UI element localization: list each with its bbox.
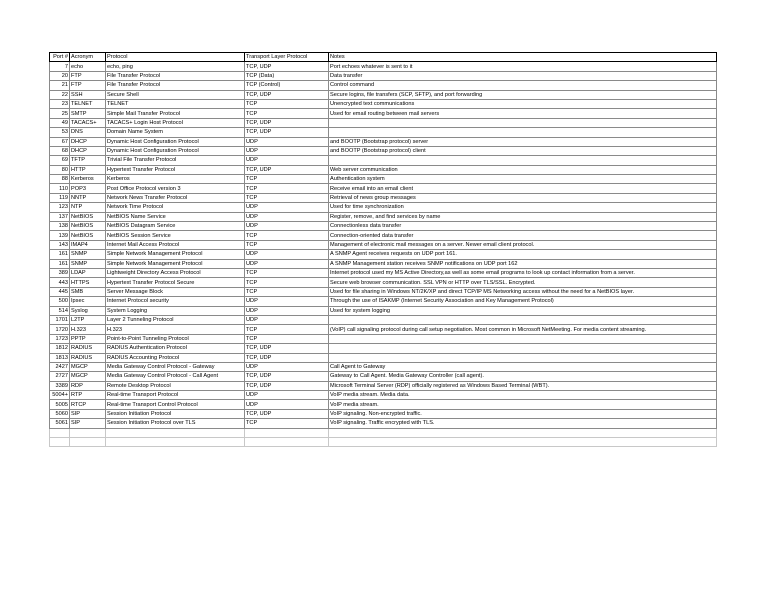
port-cell: 139 (50, 231, 70, 240)
protocol-cell: Hypertext Transfer Protocol Secure (106, 278, 245, 287)
acronym-cell: HTTP (70, 165, 106, 174)
acronym-cell: RADIUS (70, 353, 106, 362)
protocol-cell: Session Initiation Protocol (106, 409, 245, 418)
protocol-cell: Remote Desktop Protocol (106, 381, 245, 390)
protocol-cell: Kerberos (106, 175, 245, 184)
notes-cell: Call Agent to Gateway (329, 362, 717, 371)
table-row (50, 287, 717, 296)
acronym-cell: NetBIOS (70, 222, 106, 231)
protocol-cell: Internet Protocol security (106, 297, 245, 306)
protocol-cell: Secure Shell (106, 90, 245, 99)
transport-cell: TCP (245, 419, 329, 428)
port-cell: 5004+ (50, 391, 70, 400)
table-row (50, 344, 717, 353)
port-cell: 514 (50, 306, 70, 315)
port-cell: 23 (50, 99, 70, 108)
empty-cell (50, 428, 70, 437)
notes-cell: VoIP media stream. Media data. (329, 391, 717, 400)
protocol-cell: File Transfer Protocol (106, 81, 245, 90)
empty-cell (329, 438, 717, 447)
transport-cell: TCP (Data) (245, 71, 329, 80)
port-cell: 161 (50, 250, 70, 259)
protocol-cell: Simple Network Management Protocol (106, 259, 245, 268)
table-row (50, 240, 717, 249)
table-row (50, 165, 717, 174)
table-row (50, 306, 717, 315)
notes-cell: Data transfer (329, 71, 717, 80)
port-cell: 49 (50, 118, 70, 127)
acronym-cell: FTP (70, 81, 106, 90)
table-body (50, 62, 717, 447)
protocol-cell: Real-time Transport Protocol (106, 391, 245, 400)
acronym-cell: LDAP (70, 268, 106, 277)
empty-cell (329, 428, 717, 437)
acronym-cell: echo (70, 62, 106, 71)
port-cell: 80 (50, 165, 70, 174)
transport-cell: TCP (245, 325, 329, 334)
protocol-cell: Trivial File Transfer Protocol (106, 156, 245, 165)
acronym-cell: NTP (70, 203, 106, 212)
port-cell: 20 (50, 71, 70, 80)
notes-cell: VoIP signaling. Traffic encrypted with TLS. (329, 419, 717, 428)
table-row (50, 297, 717, 306)
transport-cell: UDP (245, 297, 329, 306)
protocol-cell: Internet Mail Access Protocol (106, 240, 245, 249)
acronym-cell: SMTP (70, 109, 106, 118)
protocol-cell: Media Gateway Control Protocol - Gateway (106, 362, 245, 371)
empty-cell (106, 438, 245, 447)
protocol-cell: H.323 (106, 325, 245, 334)
port-cell: 2427 (50, 362, 70, 371)
notes-cell: Microsoft Terminal Server (RDP) officially registered as Windows Based Terminal (WBT). (329, 381, 717, 390)
notes-cell: Used for email routing between mail servers (329, 109, 717, 118)
port-cell: 53 (50, 128, 70, 137)
protocol-cell: Lightweight Directory Access Protocol (106, 268, 245, 277)
transport-cell: TCP, UDP (245, 344, 329, 353)
transport-cell: UDP (245, 315, 329, 324)
acronym-cell: SIP (70, 409, 106, 418)
port-cell: 67 (50, 137, 70, 146)
acronym-cell: MGCP (70, 362, 106, 371)
table-row (50, 203, 717, 212)
table-row (50, 362, 717, 371)
protocol-cell: Point-to-Point Tunneling Protocol (106, 334, 245, 343)
empty-cell (50, 438, 70, 447)
transport-cell: TCP (245, 268, 329, 277)
protocol-cell: Network News Transfer Protocol (106, 193, 245, 202)
protocol-cell: RADIUS Accounting Protocol (106, 353, 245, 362)
table-row (50, 334, 717, 343)
notes-cell: and BOOTP (Bootstrap protocol) server (329, 137, 717, 146)
port-cell: 1701 (50, 315, 70, 324)
header-row (50, 53, 717, 62)
notes-cell: Connectionless data transfer (329, 222, 717, 231)
port-cell: 68 (50, 146, 70, 155)
table-row (50, 146, 717, 155)
transport-cell: TCP (245, 240, 329, 249)
notes-cell: Receive email into an email client (329, 184, 717, 193)
table-row (50, 128, 717, 137)
acronym-cell: NNTP (70, 193, 106, 202)
transport-cell: TCP, UDP (245, 353, 329, 362)
transport-header: Transport Layer Protocol (245, 53, 329, 62)
protocol-cell: Real-time Transport Control Protocol (106, 400, 245, 409)
port-cell: 443 (50, 278, 70, 287)
table-row (50, 222, 717, 231)
transport-cell: TCP, UDP (245, 372, 329, 381)
notes-cell: Secure web browser communication. SSL VPN or HTTP over TLS/SSL. Encrypted. (329, 278, 717, 287)
acronym-cell: NetBIOS (70, 231, 106, 240)
protocol-cell: System Logging (106, 306, 245, 315)
acronym-header: Acronym (70, 53, 106, 62)
table-row (50, 315, 717, 324)
port-cell: 5060 (50, 409, 70, 418)
port-cell: 500 (50, 297, 70, 306)
acronym-cell: RTP (70, 391, 106, 400)
empty-row (50, 438, 717, 447)
transport-cell: UDP (245, 250, 329, 259)
port-cell: 161 (50, 259, 70, 268)
protocol-cell: NetBIOS Session Service (106, 231, 245, 240)
port-cell: 123 (50, 203, 70, 212)
notes-cell: Retrieval of news group messages (329, 193, 717, 202)
notes-cell: Unencrypted text communications (329, 99, 717, 108)
transport-cell: TCP, UDP (245, 409, 329, 418)
transport-cell: TCP (245, 193, 329, 202)
transport-cell: UDP (245, 222, 329, 231)
notes-cell: (VoIP) call signaling protocol during call setup negotiation. Most common in Microsoft NetMeeting. For media content streaming. (329, 325, 717, 334)
table-row (50, 137, 717, 146)
acronym-cell: HTTPS (70, 278, 106, 287)
transport-cell: TCP (245, 278, 329, 287)
table-row (50, 90, 717, 99)
table-row (50, 62, 717, 71)
protocol-cell: Hypertext Transfer Protocol (106, 165, 245, 174)
acronym-cell: RDP (70, 381, 106, 390)
transport-cell: TCP, UDP (245, 128, 329, 137)
acronym-cell: SIP (70, 419, 106, 428)
notes-cell: Management of electronic mail messages on a server. Newer email client protocol. (329, 240, 717, 249)
transport-cell: UDP (245, 362, 329, 371)
acronym-cell: TACACS+ (70, 118, 106, 127)
acronym-cell: RTCP (70, 400, 106, 409)
protocol-cell: Dynamic Host Configuration Protocol (106, 137, 245, 146)
acronym-cell: H.323 (70, 325, 106, 334)
notes-cell: Control command (329, 81, 717, 90)
empty-cell (70, 438, 106, 447)
protocol-cell: Layer 2 Tunneling Protocol (106, 315, 245, 324)
notes-cell: Used for system logging (329, 306, 717, 315)
acronym-cell: Kerberos (70, 175, 106, 184)
notes-cell: VoIP media stream. (329, 400, 717, 409)
notes-cell (329, 334, 717, 343)
table-row (50, 231, 717, 240)
notes-cell: Authentication system (329, 175, 717, 184)
notes-cell: Secure logins, file transfers (SCP, SFTP), and port forwarding (329, 90, 717, 99)
transport-cell: TCP (245, 334, 329, 343)
transport-cell: TCP (245, 109, 329, 118)
notes-cell (329, 118, 717, 127)
port-header: Port # (50, 53, 70, 62)
table-row (50, 268, 717, 277)
notes-cell (329, 156, 717, 165)
notes-cell: Port echoes whatever is sent to it (329, 62, 717, 71)
transport-cell: TCP (245, 287, 329, 296)
protocol-cell: Post Office Protocol version 3 (106, 184, 245, 193)
port-cell: 2727 (50, 372, 70, 381)
acronym-cell: PPTP (70, 334, 106, 343)
table-row (50, 71, 717, 80)
notes-cell: Through the use of ISAKMP (Internet Security Association and Key Management Protocol) (329, 297, 717, 306)
table-row (50, 175, 717, 184)
notes-cell: Gateway to Call Agent. Media Gateway Controller (call agent). (329, 372, 717, 381)
transport-cell: TCP (245, 99, 329, 108)
notes-cell (329, 353, 717, 362)
acronym-cell: L2TP (70, 315, 106, 324)
table-row (50, 99, 717, 108)
transport-cell: TCP, UDP (245, 165, 329, 174)
notes-cell (329, 344, 717, 353)
acronym-cell: DHCP (70, 146, 106, 155)
port-cell: 1813 (50, 353, 70, 362)
protocol-cell: echo, ping (106, 62, 245, 71)
protocol-cell: NetBIOS Name Service (106, 212, 245, 221)
transport-cell: UDP (245, 137, 329, 146)
table-row (50, 381, 717, 390)
notes-cell: Register, remove, and find services by name (329, 212, 717, 221)
protocol-cell: Media Gateway Control Protocol - Call Agent (106, 372, 245, 381)
protocol-cell: TELNET (106, 99, 245, 108)
acronym-cell: SSH (70, 90, 106, 99)
notes-cell: Internet protocol used my MS Active Directory,as well as some email programs to look up contact information from a server. (329, 268, 717, 277)
protocol-cell: NetBIOS Datagram Service (106, 222, 245, 231)
acronym-cell: SMB (70, 287, 106, 296)
acronym-cell: SNMP (70, 259, 106, 268)
empty-row (50, 428, 717, 437)
port-cell: 21 (50, 81, 70, 90)
empty-cell (245, 428, 329, 437)
table-row (50, 212, 717, 221)
table-row (50, 118, 717, 127)
transport-cell: UDP (245, 400, 329, 409)
acronym-cell: Syslog (70, 306, 106, 315)
protocol-cell: Simple Network Management Protocol (106, 250, 245, 259)
notes-cell: Web server communication (329, 165, 717, 174)
transport-cell: UDP (245, 146, 329, 155)
acronym-cell: DHCP (70, 137, 106, 146)
port-cell: 69 (50, 156, 70, 165)
acronym-cell: TFTP (70, 156, 106, 165)
notes-cell (329, 128, 717, 137)
empty-cell (106, 428, 245, 437)
acronym-cell: TELNET (70, 99, 106, 108)
notes-cell (329, 315, 717, 324)
port-cell: 119 (50, 193, 70, 202)
protocol-cell: RADIUS Authentication Protocol (106, 344, 245, 353)
empty-cell (70, 428, 106, 437)
acronym-cell: FTP (70, 71, 106, 80)
notes-cell: Used for time synchronization (329, 203, 717, 212)
transport-cell: TCP (245, 175, 329, 184)
protocol-cell: Network Time Protocol (106, 203, 245, 212)
port-cell: 1720 (50, 325, 70, 334)
port-cell: 137 (50, 212, 70, 221)
table-row (50, 353, 717, 362)
notes-cell: and BOOTP (Bootstrap protocol) client (329, 146, 717, 155)
port-cell: 5061 (50, 419, 70, 428)
transport-cell: UDP (245, 203, 329, 212)
notes-header: Notes (329, 53, 717, 62)
port-cell: 22 (50, 90, 70, 99)
acronym-cell: IMAP4 (70, 240, 106, 249)
acronym-cell: RADIUS (70, 344, 106, 353)
acronym-cell: POP3 (70, 184, 106, 193)
port-cell: 445 (50, 287, 70, 296)
table-row (50, 193, 717, 202)
port-cell: 110 (50, 184, 70, 193)
port-cell: 88 (50, 175, 70, 184)
transport-cell: TCP (Control) (245, 81, 329, 90)
transport-cell: TCP (245, 184, 329, 193)
transport-cell: TCP, UDP (245, 118, 329, 127)
table-row (50, 109, 717, 118)
acronym-cell: DNS (70, 128, 106, 137)
transport-cell: UDP (245, 156, 329, 165)
protocol-cell: Session Initiation Protocol over TLS (106, 419, 245, 428)
table-row (50, 325, 717, 334)
port-cell: 138 (50, 222, 70, 231)
table-row (50, 372, 717, 381)
port-cell: 143 (50, 240, 70, 249)
port-cell: 1723 (50, 334, 70, 343)
acronym-cell: MGCP (70, 372, 106, 381)
transport-cell: TCP, UDP (245, 62, 329, 71)
transport-cell: UDP (245, 259, 329, 268)
notes-cell: A SNMP Management station receives SNMP notifications on UDP port 162 (329, 259, 717, 268)
table-row (50, 391, 717, 400)
table-row (50, 81, 717, 90)
table-row (50, 278, 717, 287)
port-cell: 25 (50, 109, 70, 118)
protocol-cell: Server Message Block (106, 287, 245, 296)
transport-cell: UDP (245, 212, 329, 221)
protocol-cell: Simple Mail Transfer Protocol (106, 109, 245, 118)
table-row (50, 259, 717, 268)
empty-cell (245, 438, 329, 447)
port-cell: 3389 (50, 381, 70, 390)
notes-cell: Used for file sharing in Windows NT/2K/XP and direct TCP/IP MS Networking access without the need for a NetBIOS layer. (329, 287, 717, 296)
transport-cell: TCP, UDP (245, 90, 329, 99)
port-cell: 7 (50, 62, 70, 71)
table-row (50, 156, 717, 165)
port-reference-table (49, 52, 717, 447)
table-row (50, 184, 717, 193)
protocol-header: Protocol (106, 53, 245, 62)
protocol-cell: Domain Name System (106, 128, 245, 137)
transport-cell: TCP, UDP (245, 381, 329, 390)
acronym-cell: Ipsec (70, 297, 106, 306)
port-cell: 389 (50, 268, 70, 277)
table-row (50, 409, 717, 418)
notes-cell: Connection-oriented data transfer (329, 231, 717, 240)
port-cell: 1812 (50, 344, 70, 353)
table-row (50, 419, 717, 428)
transport-cell: UDP (245, 391, 329, 400)
protocol-cell: File Transfer Protocol (106, 71, 245, 80)
table-row (50, 250, 717, 259)
transport-cell: TCP (245, 231, 329, 240)
port-cell: 5005 (50, 400, 70, 409)
notes-cell: A SNMP Agent receives requests on UDP port 161. (329, 250, 717, 259)
notes-cell: VoIP signaling. Non-encrypted traffic. (329, 409, 717, 418)
protocol-cell: Dynamic Host Configuration Protocol (106, 146, 245, 155)
protocol-cell: TACACS+ Login Host Protocol (106, 118, 245, 127)
acronym-cell: NetBIOS (70, 212, 106, 221)
transport-cell: UDP (245, 306, 329, 315)
table-row (50, 400, 717, 409)
acronym-cell: SNMP (70, 250, 106, 259)
